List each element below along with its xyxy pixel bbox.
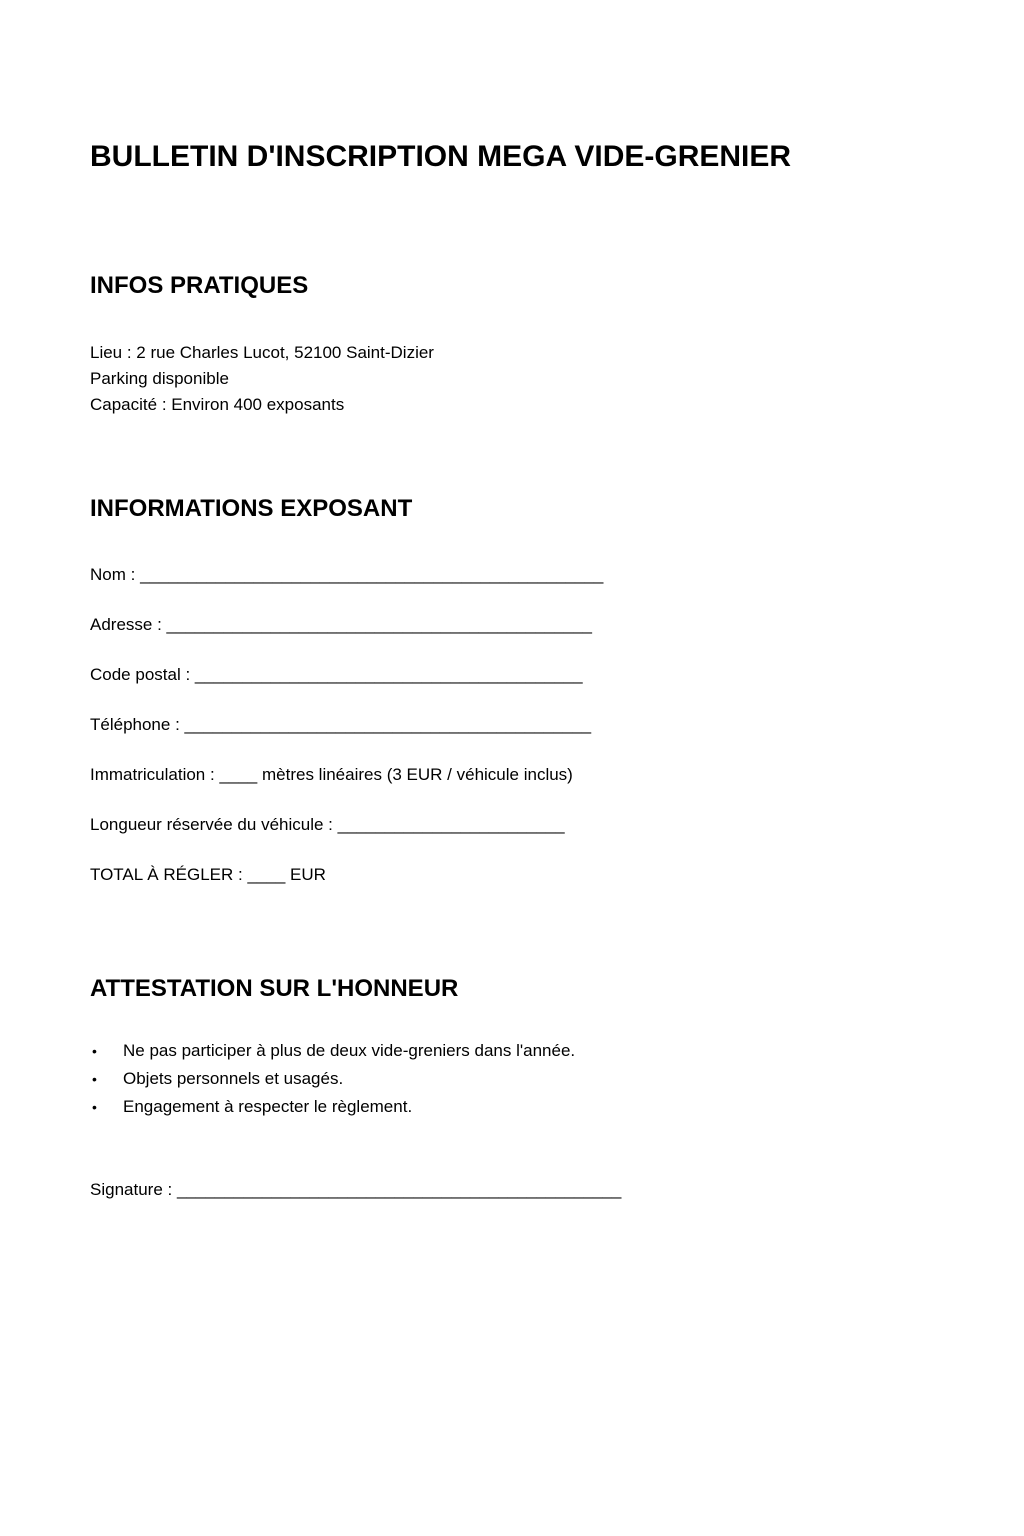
field-immatriculation-label: Immatriculation : — [90, 765, 215, 784]
field-row-total — [90, 864, 934, 886]
info-line-lieu: Lieu : 2 rue Charles Lucot, 52100 Saint-Dizier — [90, 343, 434, 362]
field-telephone-label: Téléphone : — [90, 715, 180, 734]
attestation-bullet-objets: • Objets personnels et usagés. — [90, 1065, 934, 1093]
field-code-postal-blank-line: _________________________________________ — [194, 665, 583, 684]
field-immatriculation-suffix: mètres linéaires (3 EUR / véhicule inclus) — [262, 765, 573, 784]
attestation-bullet-engagement: • Engagement à respecter le règlement. — [90, 1093, 934, 1121]
field-total-blank-line: ____ — [247, 865, 286, 884]
field-row-immatriculation — [90, 764, 934, 786]
signature-row — [90, 1179, 934, 1201]
info-line-capacite: Capacité : Environ 400 exposants — [90, 395, 345, 414]
field-total-suffix: EUR — [290, 865, 326, 884]
field-longueur-blank-line: ________________________ — [337, 815, 565, 834]
field-nom-label: Nom : — [90, 565, 136, 584]
signature-label: Signature : — [90, 1180, 173, 1199]
infos-pratiques-block — [90, 340, 934, 418]
field-row-adresse — [90, 614, 934, 636]
info-line-parking: Parking disponible — [90, 369, 229, 388]
attestation-bullet-list — [90, 1037, 934, 1121]
page-title: BULLETIN D'INSCRIPTION MEGA VIDE-GRENIER — [90, 140, 792, 173]
field-code-postal-label: Code postal : — [90, 665, 191, 684]
field-row-longueur — [90, 814, 934, 836]
section-heading-informations-exposant: INFORMATIONS EXPOSANT — [90, 495, 413, 522]
attestation-bullet-participation: • Ne pas participer à plus de deux vide-greniers dans l'année. — [90, 1037, 934, 1065]
field-row-telephone — [90, 714, 934, 736]
field-longueur-label: Longueur réservée du véhicule : — [90, 815, 333, 834]
field-row-code-postal — [90, 664, 934, 686]
field-total-label: TOTAL À RÉGLER : — [90, 865, 243, 884]
field-row-nom — [90, 564, 934, 586]
field-immatriculation-blank-line: ____ — [219, 765, 258, 784]
field-nom-blank-line: _________________________________________________ — [140, 565, 604, 584]
field-adresse-blank-line: _____________________________________________ — [166, 615, 593, 634]
field-adresse-label: Adresse : — [90, 615, 162, 634]
field-telephone-blank-line: ___________________________________________ — [184, 715, 592, 734]
section-heading-infos-pratiques: INFOS PRATIQUES — [90, 272, 309, 299]
signature-blank-line: _______________________________________________ — [176, 1180, 622, 1199]
section-heading-attestation: ATTESTATION SUR L'HONNEUR — [90, 975, 459, 1002]
